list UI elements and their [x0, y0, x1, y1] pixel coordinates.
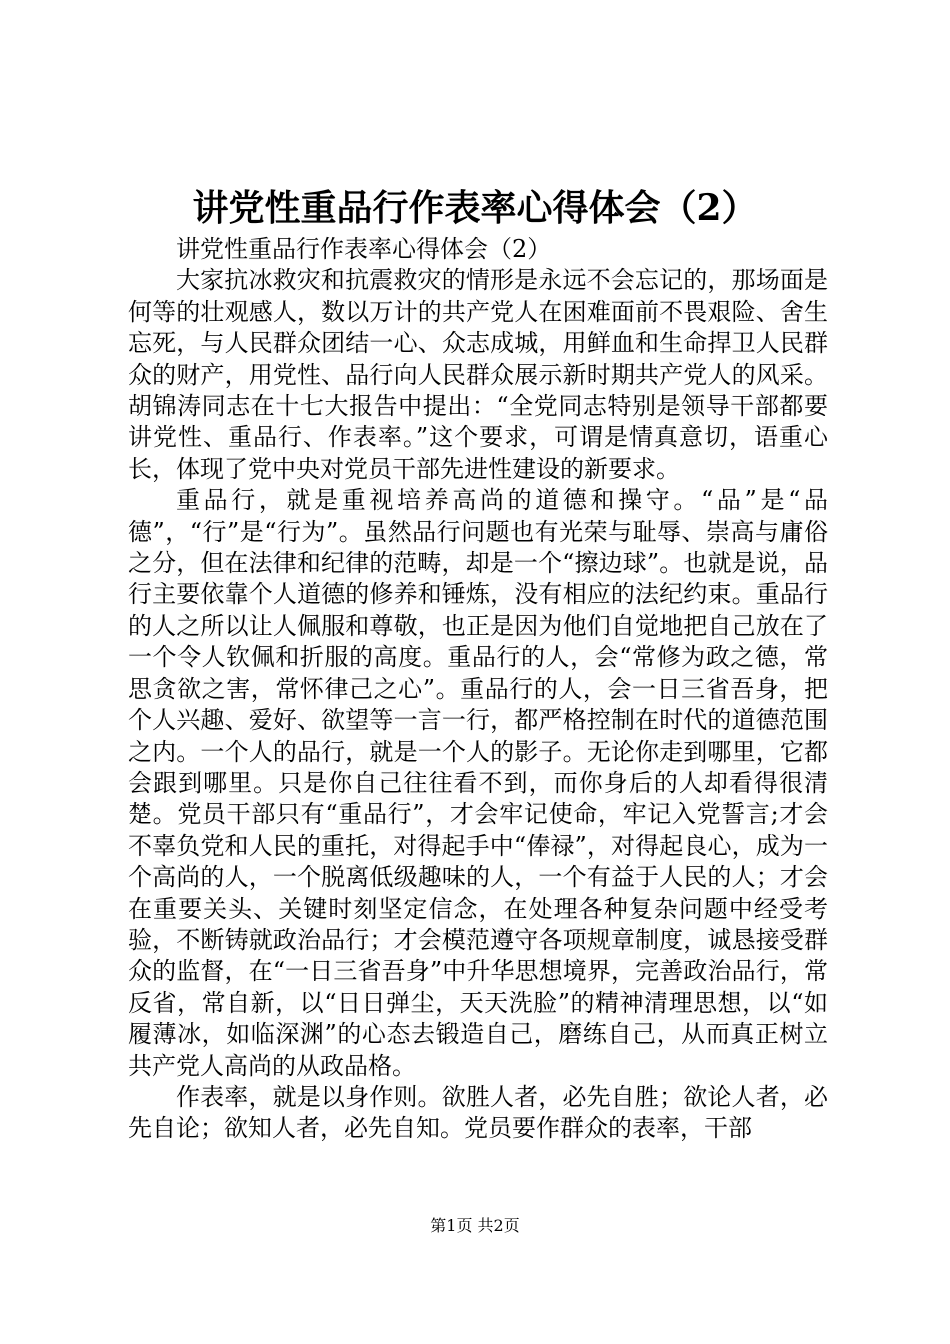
document-subtitle: 讲党性重品行作表率心得体会（2） — [176, 235, 552, 263]
document-title: 讲党性重品行作表率心得体会（2） — [192, 187, 758, 229]
page-number-footer: 第1页 共2页 — [430, 1216, 520, 1235]
document-body — [128, 234, 828, 1145]
paragraph-2: 重品行，就是重视培养高尚的道德和操守。“品”是“品德”，“行”是“行为”。虽然品行问题也有光荣与耻辱、崇高与庸俗之分，但在法律和纪律的范畴，却是一个“擦边球”。也就是说，品行主要依靠个人道德的修养和锤炼，没有相应的法纪约束。重品行的人之所以让人佩服和尊敬，也正是因为他们自觉地把自己放在了一个令人钦佩和折服的高度。重品行的人，会“常修为政之德，常思贪欲之害，常怀律己之心”。重品行的人，会一日三省吾身，把个人兴趣、爱好、欲望等一言一行，都严格控制在时代的道德范围之内。一个人的品行，就是一个人的影子。无论你走到哪里，它都会跟到哪里。只是你自己往往看不到，而你身后的人却看得很清楚。党员干部只有“重品行”，才会牢记使命，牢记入党誓言;才会不辜负党和人民的重托，对得起手中“俸禄”，对得起良心，成为一个高尚的人，一个脱离低级趣味的人，一个有益于人民的人；才会在重要关头、关键时刻坚定信念，在处理各种复杂问题中经受考验，不断铸就政治品行；才会模范遵守各项规章制度，诚恳接受群众的监督，在“一日三省吾身”中升华思想境界，完善政治品行，常反省，常自新，以“日日弹尘，天天洗脸”的精神清理思想，以“如履薄冰，如临深渊”的心态去锻造自己，磨练自己，从而真正树立共产党人高尚的从政品格。 — [128, 486, 828, 1080]
paragraph-3: 作表率，就是以身作则。欲胜人者，必先自胜；欲论人者，必先自论；欲知人者，必先自知。党员要作群众的表率，干部 — [128, 1082, 828, 1143]
paragraph-1: 大家抗冰救灾和抗震救灾的情形是永远不会忘记的，那场面是何等的壮观感人，数以万计的共产党人在困难面前不畏艰险、舍生忘死，与人民群众团结一心、众志成城，用鲜血和生命捍卫人民群众的财产，用党性、品行向人民群众展示新时期共产党人的风采。胡锦涛同志在十七大报告中提出：“全党同志特别是领导干部都要讲党性、重品行、作表率。”这个要求，可谓是情真意切，语重心长，体现了党中央对党员干部先进性建设的新要求。 — [128, 266, 828, 483]
